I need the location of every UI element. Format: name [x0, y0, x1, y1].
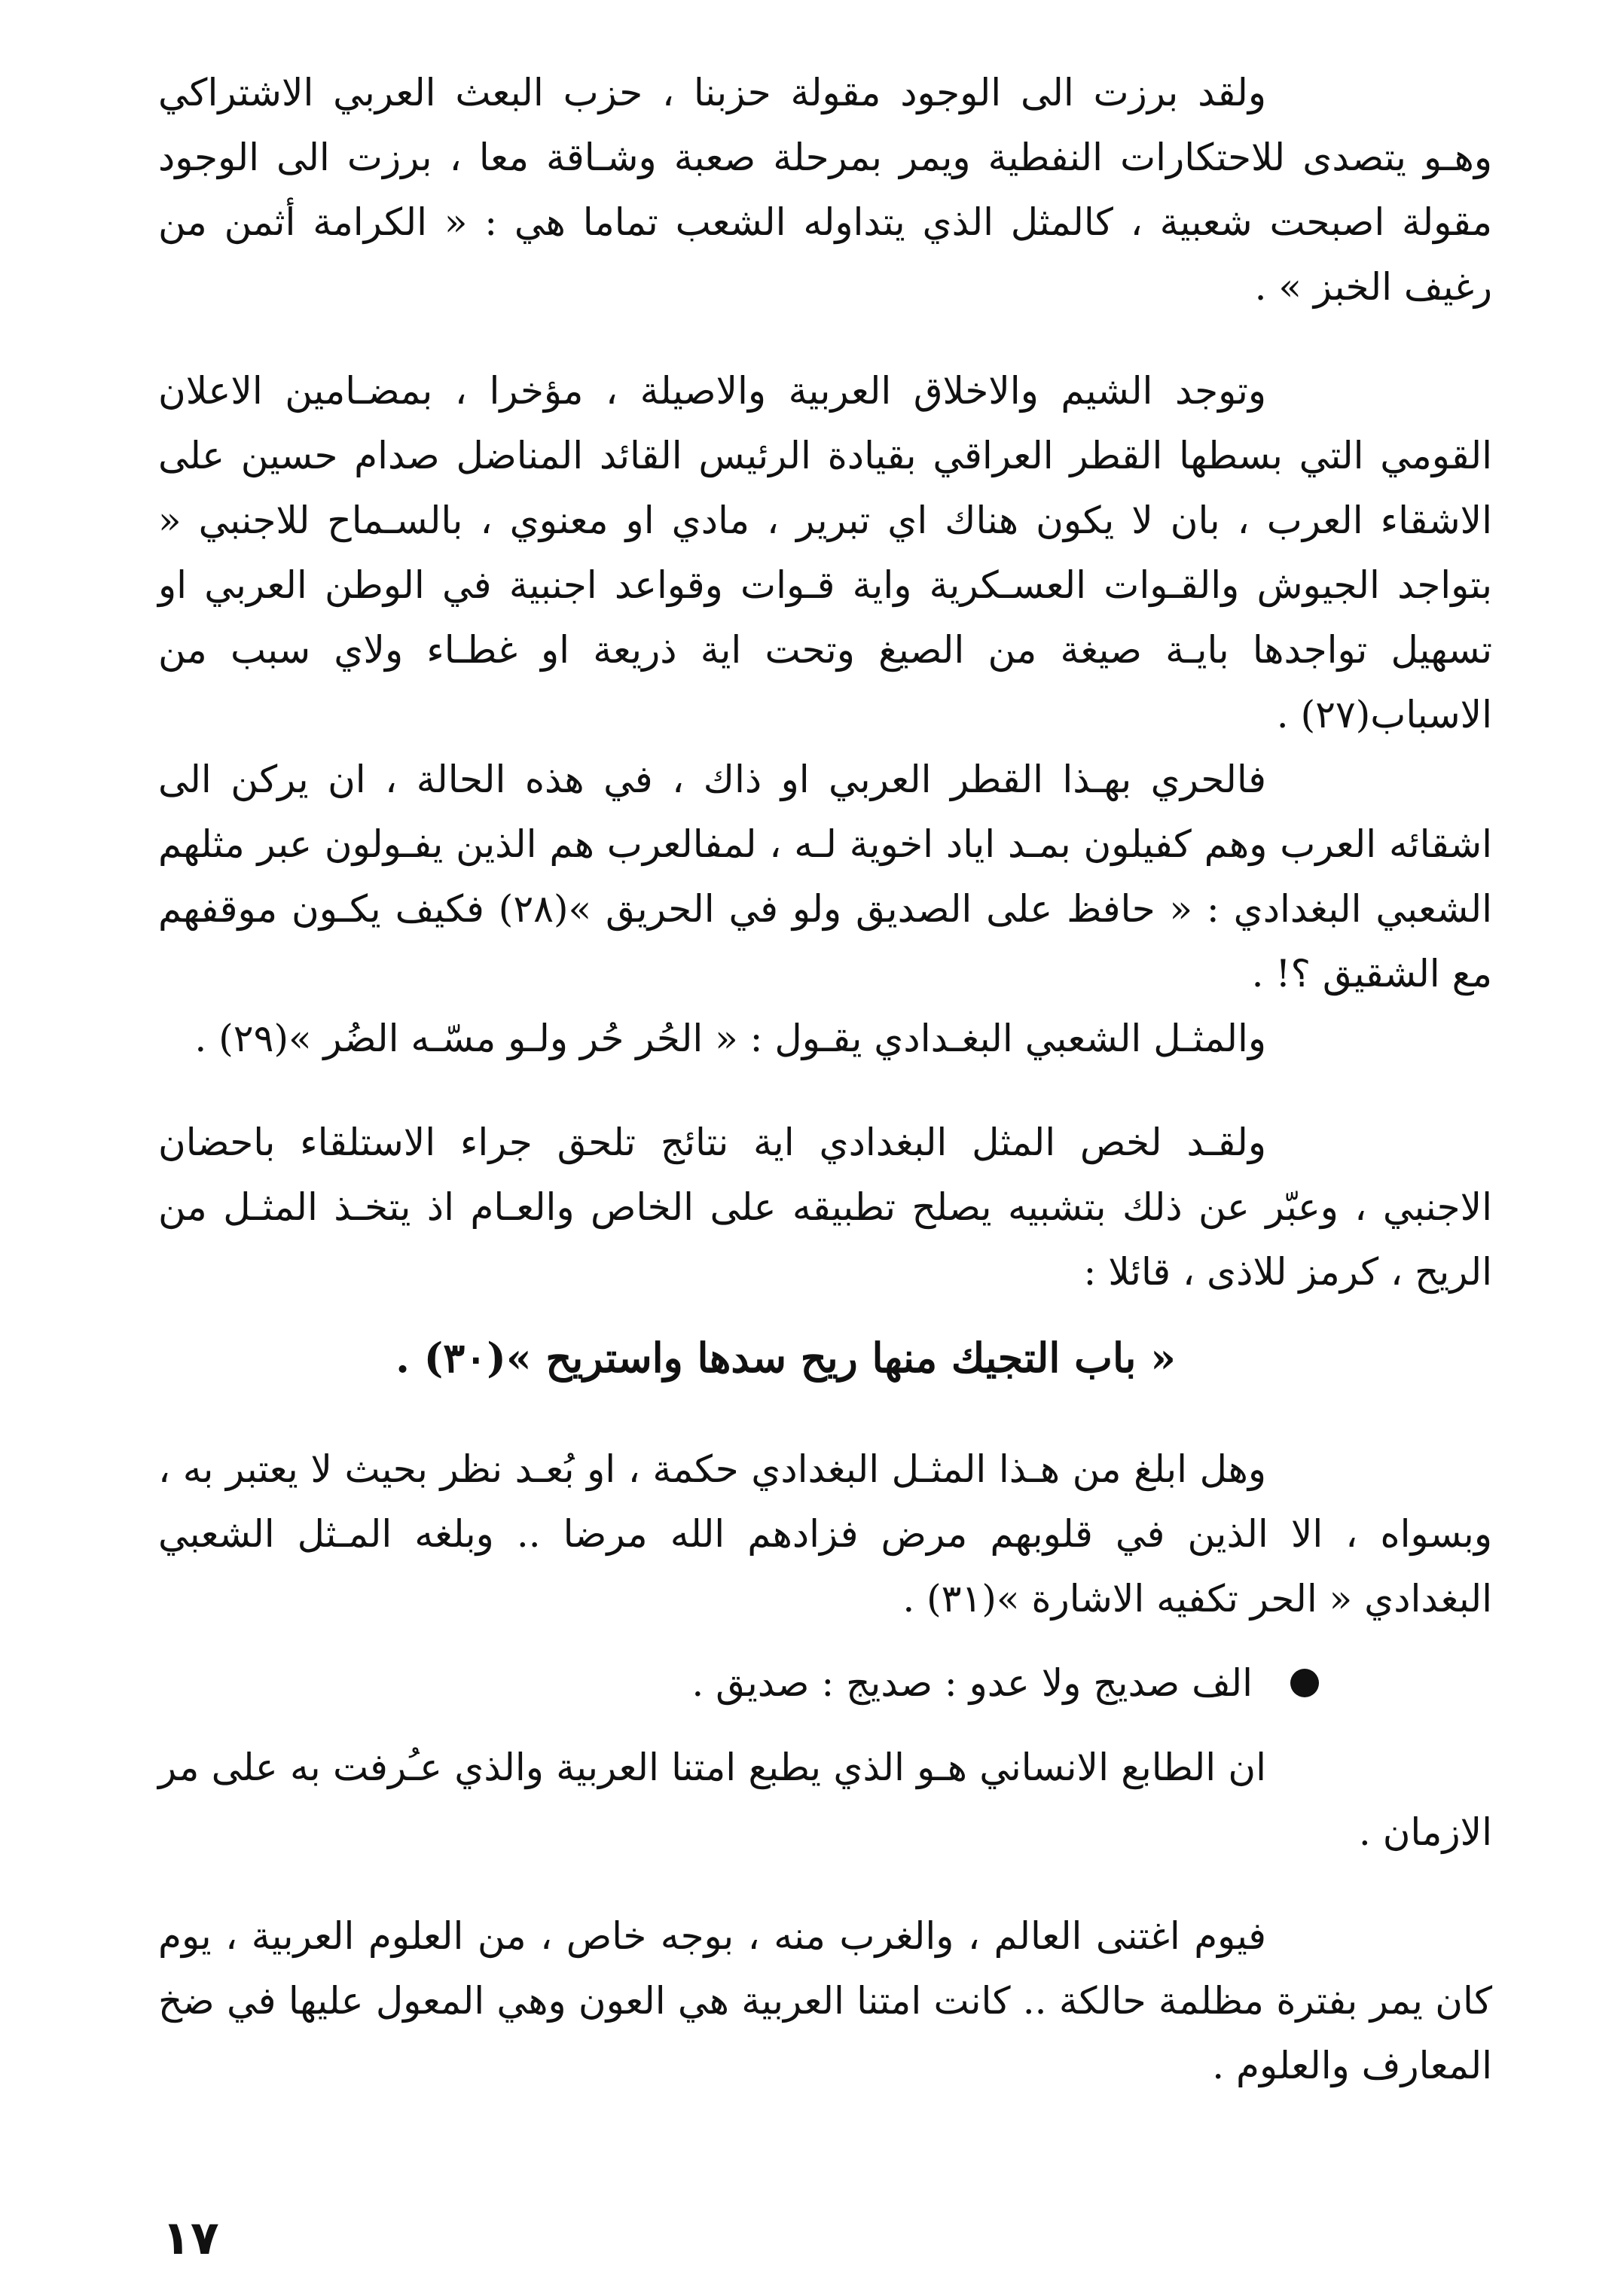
paragraph-6: وهل ابلغ من هـذا المثـل البغدادي حكمة ، او بُعـد نظر بحيث لا يعتبر به ، وبسواه ، الا الذين في قلوبهم مرض فزادهم الله مرضا .. وبلغه المـثل الشعبي البغدادي « الحر تكفيه الاشارة »(٣١) .: [158, 1447, 1492, 1621]
bullet-icon: [1290, 1669, 1319, 1697]
paragraph-3: فالحري بهـذا القطر العربي او ذاك ، في هذه الحالة ، ان يركن الى اشقائه العرب وهم كفيلون بمـد اياد اخوية لـه ، لمفالعرب هم الذين يفـولون عبر مثلهم الشعبي البغدادي : « حافظ على الصديق ولو في الحريق »(٢٨) فكيف يكـون موقفهم مع الشقيق ؟! .: [158, 758, 1492, 996]
bullet-heading: [158, 1651, 1492, 1715]
paragraph-1: ولقد برزت الى الوجود مقولة حزبنا ، حزب البعث العربي الاشتراكي وهـو يتصدى للاحتكارات النفطية ويمر بمرحلة صعبة وشـاقة معا ، برزت الى الوجود مقولة اصبحت شعبية ، كالمثل الذي يتداوله الشعب تماما هي : « الكرامة أثمن من رغيف الخبز » .: [158, 71, 1492, 309]
paragraph-7: ان الطابع الانساني هـو الذي يطبع امتنا العربية والذي عـُرفت به على مر الازمان .: [158, 1746, 1492, 1854]
paragraph-4: والمثـل الشعبي البغـدادي يقـول : « الحُر حُر ولـو مسّـه الضُر »(٢٩) .: [194, 1017, 1266, 1060]
body-text: [158, 60, 1492, 2118]
bullet-heading-text: الف صديج ولا عدو : صديج : صديق .: [691, 1661, 1253, 1705]
paragraph-2: وتوجد الشيم والاخلاق العربية والاصيلة ، مؤخرا ، بمضـامين الاعلان القومي التي بسطها القطر العراقي بقيادة الرئيس القائد المناضل صدام حسين على الاشقاء العرب ، بان لا يكون هناك اي تبرير ، مادي او معنوي ، بالسـماح للاجنبي « بتواجد الجيوش والقـوات العسـكرية واية قـوات وقواعد اجنبية في الوطن العربي او تسهيل تواجدها بايـة صيغة من الصيغ وتحت اية ذريعة او غطـاء ولاي سبب من الاسباب(٢٧) .: [158, 369, 1492, 736]
proverb-quote: « باب التجيك منها ريح سدها واستريح »(٣٠) .: [395, 1334, 1176, 1382]
paragraph-8: فيوم اغتنى العالم ، والغرب منه ، بوجه خاص ، من العلوم العربية ، يوم كان يمر بفترة مظلمة حالكة .. كانت امتنا العربية هي العون وهي المعول عليها في ضخ المعارف والعلوم .: [158, 1914, 1492, 2087]
page-number: ١٧: [162, 2210, 219, 2265]
paragraph-5: ولقـد لخص المثل البغدادي اية نتائج تلحق جراء الاستلقاء باحضان الاجنبي ، وعبّر عن ذلك بتشبيه يصلح تطبيقه على الخاص والعـام اذ يتخـذ المثـل من الريح ، كرمز للاذى ، قائلا :: [158, 1121, 1492, 1294]
